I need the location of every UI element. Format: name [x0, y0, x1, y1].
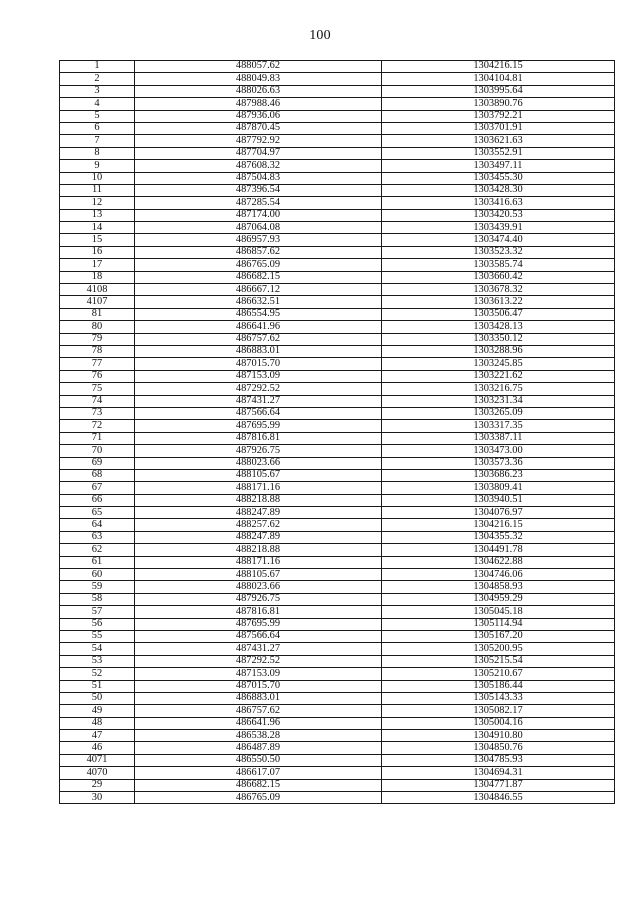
table-row [60, 61, 615, 73]
point-number-cell: 61 [60, 556, 135, 568]
x-coordinate-cell: 486765.09 [135, 792, 382, 804]
point-number-cell: 78 [60, 345, 135, 357]
y-coordinate-cell: 1304216.15 [382, 61, 615, 73]
y-coordinate-cell: 1305045.18 [382, 606, 615, 618]
y-coordinate-cell: 1305004.16 [382, 717, 615, 729]
table-row [60, 457, 615, 469]
x-coordinate-cell: 487174.00 [135, 209, 382, 221]
y-coordinate-cell: 1303552.91 [382, 147, 615, 159]
y-coordinate-cell: 1304771.87 [382, 779, 615, 791]
x-coordinate-cell: 487870.45 [135, 122, 382, 134]
table-row [60, 98, 615, 110]
table-row [60, 643, 615, 655]
y-coordinate-cell: 1303701.91 [382, 122, 615, 134]
coordinates-table [59, 60, 615, 804]
point-number-cell: 77 [60, 358, 135, 370]
y-coordinate-cell: 1303231.34 [382, 395, 615, 407]
y-coordinate-cell: 1303573.36 [382, 457, 615, 469]
point-number-cell: 69 [60, 457, 135, 469]
x-coordinate-cell: 487704.97 [135, 147, 382, 159]
table-row [60, 544, 615, 556]
table-row [60, 122, 615, 134]
point-number-cell: 58 [60, 593, 135, 605]
point-number-cell: 53 [60, 655, 135, 667]
y-coordinate-cell: 1303613.22 [382, 296, 615, 308]
x-coordinate-cell: 487431.27 [135, 395, 382, 407]
x-coordinate-cell: 488247.89 [135, 507, 382, 519]
table-row [60, 507, 615, 519]
table-row [60, 779, 615, 791]
point-number-cell: 60 [60, 569, 135, 581]
x-coordinate-cell: 487292.52 [135, 383, 382, 395]
table-row [60, 606, 615, 618]
table-row [60, 655, 615, 667]
point-number-cell: 49 [60, 705, 135, 717]
x-coordinate-cell: 486632.51 [135, 296, 382, 308]
table-row [60, 680, 615, 692]
x-coordinate-cell: 488023.66 [135, 581, 382, 593]
x-coordinate-cell: 488171.16 [135, 482, 382, 494]
point-number-cell: 7 [60, 135, 135, 147]
y-coordinate-cell: 1303474.40 [382, 234, 615, 246]
x-coordinate-cell: 487566.64 [135, 630, 382, 642]
y-coordinate-cell: 1305215.54 [382, 655, 615, 667]
table-row [60, 593, 615, 605]
point-number-cell: 9 [60, 160, 135, 172]
x-coordinate-cell: 487816.81 [135, 432, 382, 444]
point-number-cell: 4070 [60, 767, 135, 779]
y-coordinate-cell: 1304622.88 [382, 556, 615, 568]
x-coordinate-cell: 486765.09 [135, 259, 382, 271]
point-number-cell: 68 [60, 469, 135, 481]
point-number-cell: 18 [60, 271, 135, 283]
x-coordinate-cell: 487792.92 [135, 135, 382, 147]
point-number-cell: 52 [60, 668, 135, 680]
y-coordinate-cell: 1303792.21 [382, 110, 615, 122]
point-number-cell: 30 [60, 792, 135, 804]
x-coordinate-cell: 487504.83 [135, 172, 382, 184]
page-number: 100 [309, 28, 331, 43]
y-coordinate-cell: 1305210.67 [382, 668, 615, 680]
x-coordinate-cell: 486757.62 [135, 705, 382, 717]
point-number-cell: 3 [60, 85, 135, 97]
x-coordinate-cell: 487695.99 [135, 420, 382, 432]
point-number-cell: 76 [60, 370, 135, 382]
y-coordinate-cell: 1303940.51 [382, 494, 615, 506]
y-coordinate-cell: 1305186.44 [382, 680, 615, 692]
table-row [60, 321, 615, 333]
y-coordinate-cell: 1304858.93 [382, 581, 615, 593]
point-number-cell: 13 [60, 209, 135, 221]
x-coordinate-cell: 487988.46 [135, 98, 382, 110]
table-row [60, 717, 615, 729]
table-row [60, 358, 615, 370]
y-coordinate-cell: 1303216.75 [382, 383, 615, 395]
x-coordinate-cell: 486554.95 [135, 308, 382, 320]
table-row [60, 482, 615, 494]
point-number-cell: 5 [60, 110, 135, 122]
y-coordinate-cell: 1303660.42 [382, 271, 615, 283]
table-row [60, 668, 615, 680]
x-coordinate-cell: 487816.81 [135, 606, 382, 618]
point-number-cell: 79 [60, 333, 135, 345]
y-coordinate-cell: 1305114.94 [382, 618, 615, 630]
y-coordinate-cell: 1303221.62 [382, 370, 615, 382]
x-coordinate-cell: 487015.70 [135, 358, 382, 370]
y-coordinate-cell: 1303890.76 [382, 98, 615, 110]
x-coordinate-cell: 488218.88 [135, 494, 382, 506]
y-coordinate-cell: 1303523.32 [382, 246, 615, 258]
x-coordinate-cell: 486883.01 [135, 692, 382, 704]
point-number-cell: 17 [60, 259, 135, 271]
point-number-cell: 46 [60, 742, 135, 754]
point-number-cell: 4 [60, 98, 135, 110]
point-number-cell: 2 [60, 73, 135, 85]
table-row [60, 730, 615, 742]
y-coordinate-cell: 1305143.33 [382, 692, 615, 704]
point-number-cell: 4071 [60, 754, 135, 766]
x-coordinate-cell: 486682.15 [135, 271, 382, 283]
point-number-cell: 64 [60, 519, 135, 531]
x-coordinate-cell: 486883.01 [135, 345, 382, 357]
point-number-cell: 11 [60, 184, 135, 196]
y-coordinate-cell: 1303686.23 [382, 469, 615, 481]
point-number-cell: 81 [60, 308, 135, 320]
table-row [60, 73, 615, 85]
y-coordinate-cell: 1303288.96 [382, 345, 615, 357]
x-coordinate-cell: 487064.08 [135, 222, 382, 234]
x-coordinate-cell: 486487.89 [135, 742, 382, 754]
x-coordinate-cell: 487936.06 [135, 110, 382, 122]
table-row [60, 135, 615, 147]
y-coordinate-cell: 1305200.95 [382, 643, 615, 655]
point-number-cell: 63 [60, 531, 135, 543]
x-coordinate-cell: 488026.63 [135, 85, 382, 97]
y-coordinate-cell: 1304959.29 [382, 593, 615, 605]
y-coordinate-cell: 1304491.78 [382, 544, 615, 556]
table-row [60, 432, 615, 444]
y-coordinate-cell: 1304850.76 [382, 742, 615, 754]
x-coordinate-cell: 487926.75 [135, 593, 382, 605]
table-row [60, 556, 615, 568]
point-number-cell: 29 [60, 779, 135, 791]
point-number-cell: 10 [60, 172, 135, 184]
table-row [60, 407, 615, 419]
table-row [60, 420, 615, 432]
point-number-cell: 1 [60, 61, 135, 73]
y-coordinate-cell: 1303455.30 [382, 172, 615, 184]
point-number-cell: 67 [60, 482, 135, 494]
y-coordinate-cell: 1304355.32 [382, 531, 615, 543]
point-number-cell: 73 [60, 407, 135, 419]
y-coordinate-cell: 1303506.47 [382, 308, 615, 320]
y-coordinate-cell: 1303350.12 [382, 333, 615, 345]
table-row [60, 85, 615, 97]
x-coordinate-cell: 486857.62 [135, 246, 382, 258]
table-row [60, 222, 615, 234]
y-coordinate-cell: 1303428.30 [382, 184, 615, 196]
table-row [60, 618, 615, 630]
point-number-cell: 4108 [60, 284, 135, 296]
y-coordinate-cell: 1304846.55 [382, 792, 615, 804]
x-coordinate-cell: 487153.09 [135, 370, 382, 382]
table-row [60, 705, 615, 717]
table-row [60, 569, 615, 581]
x-coordinate-cell: 487285.54 [135, 197, 382, 209]
point-number-cell: 71 [60, 432, 135, 444]
x-coordinate-cell: 486957.93 [135, 234, 382, 246]
table-row [60, 630, 615, 642]
point-number-cell: 66 [60, 494, 135, 506]
point-number-cell: 8 [60, 147, 135, 159]
point-number-cell: 47 [60, 730, 135, 742]
y-coordinate-cell: 1303387.11 [382, 432, 615, 444]
table-row [60, 110, 615, 122]
point-number-cell: 16 [60, 246, 135, 258]
x-coordinate-cell: 486667.12 [135, 284, 382, 296]
coordinates-table-body [60, 61, 615, 804]
y-coordinate-cell: 1304104.81 [382, 73, 615, 85]
x-coordinate-cell: 487015.70 [135, 680, 382, 692]
x-coordinate-cell: 488049.83 [135, 73, 382, 85]
y-coordinate-cell: 1303416.63 [382, 197, 615, 209]
point-number-cell: 57 [60, 606, 135, 618]
y-coordinate-cell: 1303420.53 [382, 209, 615, 221]
x-coordinate-cell: 487153.09 [135, 668, 382, 680]
y-coordinate-cell: 1303585.74 [382, 259, 615, 271]
point-number-cell: 74 [60, 395, 135, 407]
x-coordinate-cell: 487926.75 [135, 445, 382, 457]
point-number-cell: 75 [60, 383, 135, 395]
point-number-cell: 65 [60, 507, 135, 519]
x-coordinate-cell: 486641.96 [135, 717, 382, 729]
table-row [60, 147, 615, 159]
table-row [60, 370, 615, 382]
point-number-cell: 70 [60, 445, 135, 457]
table-row [60, 209, 615, 221]
table-row [60, 531, 615, 543]
y-coordinate-cell: 1303678.32 [382, 284, 615, 296]
point-number-cell: 4107 [60, 296, 135, 308]
table-row [60, 296, 615, 308]
x-coordinate-cell: 487396.54 [135, 184, 382, 196]
x-coordinate-cell: 486617.07 [135, 767, 382, 779]
x-coordinate-cell: 487695.99 [135, 618, 382, 630]
point-number-cell: 48 [60, 717, 135, 729]
point-number-cell: 6 [60, 122, 135, 134]
table-row [60, 383, 615, 395]
table-row [60, 172, 615, 184]
y-coordinate-cell: 1303245.85 [382, 358, 615, 370]
x-coordinate-cell: 488105.67 [135, 469, 382, 481]
x-coordinate-cell: 486757.62 [135, 333, 382, 345]
x-coordinate-cell: 486641.96 [135, 321, 382, 333]
point-number-cell: 15 [60, 234, 135, 246]
table-row [60, 742, 615, 754]
table-row [60, 259, 615, 271]
x-coordinate-cell: 487566.64 [135, 407, 382, 419]
y-coordinate-cell: 1304216.15 [382, 519, 615, 531]
table-row [60, 197, 615, 209]
table-row [60, 333, 615, 345]
x-coordinate-cell: 487608.32 [135, 160, 382, 172]
x-coordinate-cell: 488171.16 [135, 556, 382, 568]
y-coordinate-cell: 1303317.35 [382, 420, 615, 432]
x-coordinate-cell: 488023.66 [135, 457, 382, 469]
x-coordinate-cell: 488218.88 [135, 544, 382, 556]
x-coordinate-cell: 486538.28 [135, 730, 382, 742]
y-coordinate-cell: 1303497.11 [382, 160, 615, 172]
table-row [60, 445, 615, 457]
y-coordinate-cell: 1304694.31 [382, 767, 615, 779]
table-row [60, 792, 615, 804]
x-coordinate-cell: 488105.67 [135, 569, 382, 581]
y-coordinate-cell: 1305167.20 [382, 630, 615, 642]
point-number-cell: 55 [60, 630, 135, 642]
point-number-cell: 80 [60, 321, 135, 333]
table-row [60, 494, 615, 506]
table-row [60, 581, 615, 593]
y-coordinate-cell: 1304910.80 [382, 730, 615, 742]
point-number-cell: 51 [60, 680, 135, 692]
point-number-cell: 12 [60, 197, 135, 209]
x-coordinate-cell: 487292.52 [135, 655, 382, 667]
y-coordinate-cell: 1305082.17 [382, 705, 615, 717]
point-number-cell: 72 [60, 420, 135, 432]
table-row [60, 184, 615, 196]
point-number-cell: 62 [60, 544, 135, 556]
y-coordinate-cell: 1303428.13 [382, 321, 615, 333]
y-coordinate-cell: 1303473.00 [382, 445, 615, 457]
table-row [60, 345, 615, 357]
table-row [60, 767, 615, 779]
table-row [60, 754, 615, 766]
point-number-cell: 54 [60, 643, 135, 655]
y-coordinate-cell: 1303265.09 [382, 407, 615, 419]
point-number-cell: 56 [60, 618, 135, 630]
table-row [60, 271, 615, 283]
table-row [60, 160, 615, 172]
y-coordinate-cell: 1304076.97 [382, 507, 615, 519]
y-coordinate-cell: 1303439.91 [382, 222, 615, 234]
y-coordinate-cell: 1303995.64 [382, 85, 615, 97]
point-number-cell: 59 [60, 581, 135, 593]
table-row [60, 395, 615, 407]
x-coordinate-cell: 486550.50 [135, 754, 382, 766]
table-row [60, 519, 615, 531]
table-row [60, 469, 615, 481]
table-row [60, 234, 615, 246]
x-coordinate-cell: 488057.62 [135, 61, 382, 73]
y-coordinate-cell: 1303809.41 [382, 482, 615, 494]
y-coordinate-cell: 1304785.93 [382, 754, 615, 766]
x-coordinate-cell: 488257.62 [135, 519, 382, 531]
point-number-cell: 14 [60, 222, 135, 234]
table-row [60, 246, 615, 258]
x-coordinate-cell: 486682.15 [135, 779, 382, 791]
y-coordinate-cell: 1304746.06 [382, 569, 615, 581]
y-coordinate-cell: 1303621.63 [382, 135, 615, 147]
table-row [60, 308, 615, 320]
x-coordinate-cell: 487431.27 [135, 643, 382, 655]
table-row [60, 284, 615, 296]
x-coordinate-cell: 488247.89 [135, 531, 382, 543]
table-row [60, 692, 615, 704]
point-number-cell: 50 [60, 692, 135, 704]
